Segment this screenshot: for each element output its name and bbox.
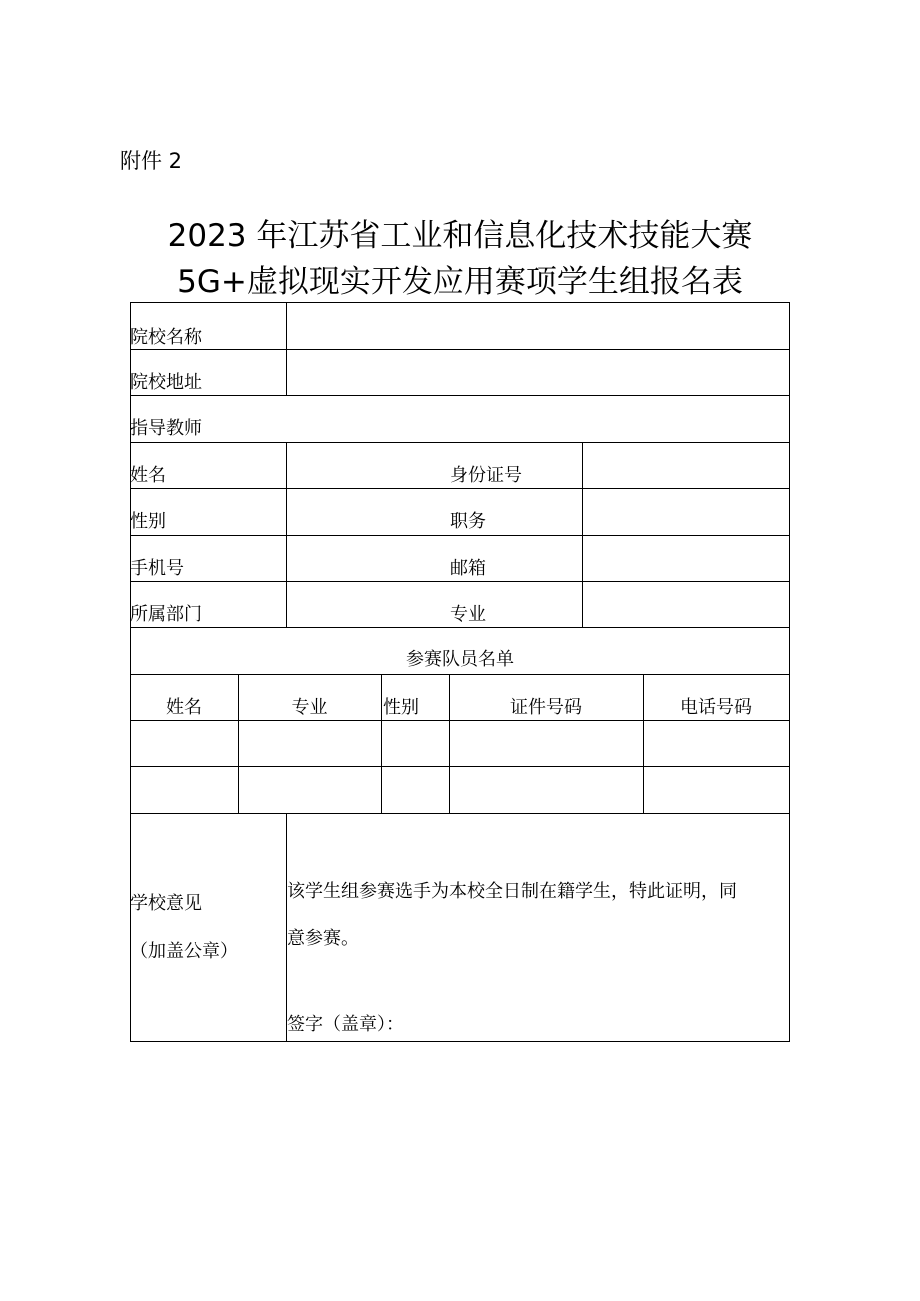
instructor-id-number-label: 身份证号 — [450, 465, 522, 486]
form-border-bottom — [130, 1041, 790, 1042]
instructor-name-label: 姓名 — [130, 465, 166, 486]
team-col-id-number: 证件号码 — [510, 697, 582, 718]
form-border-right — [789, 302, 790, 1042]
instructor-gender-label: 性别 — [130, 511, 166, 532]
row-line — [130, 674, 790, 675]
school-address-label: 院校地址 — [130, 372, 202, 393]
opinion-statement-line-2: 意参赛。 — [287, 928, 359, 949]
team-col-phone: 电话号码 — [680, 697, 752, 718]
instructor-department-label: 所属部门 — [130, 604, 202, 625]
row-line — [130, 488, 790, 489]
opinion-statement-line-1: 该学生组参赛选手为本校全日制在籍学生，特此证明，同 — [287, 881, 737, 902]
form-border-top — [130, 302, 790, 303]
instructor-position-label: 职务 — [450, 511, 486, 532]
col-line — [238, 674, 239, 814]
col-line — [286, 302, 287, 396]
row-line — [130, 442, 790, 443]
row-line — [130, 766, 790, 767]
instructor-section-label: 指导教师 — [130, 418, 202, 439]
team-col-major: 专业 — [291, 697, 328, 718]
form-border-left — [130, 302, 131, 1042]
row-line — [130, 627, 790, 628]
school-opinion-label: 学校意见 — [130, 893, 202, 914]
col-line — [286, 442, 287, 628]
row-line — [130, 720, 790, 721]
row-line — [130, 581, 790, 582]
col-line — [381, 674, 382, 814]
registration-form — [130, 302, 790, 1042]
instructor-email-label: 邮箱 — [450, 558, 486, 579]
team-col-name: 姓名 — [166, 697, 202, 718]
team-section-label: 参赛队员名单 — [406, 649, 514, 670]
page-title-line-2: 5G+虚拟现实开发应用赛项学生组报名表 — [177, 264, 743, 300]
school-name-label: 院校名称 — [130, 327, 202, 348]
col-line — [643, 674, 644, 814]
instructor-mobile-label: 手机号 — [130, 558, 184, 579]
stamp-note: （加盖公章） — [130, 941, 238, 962]
row-line — [130, 535, 790, 536]
row-line — [130, 349, 790, 350]
attachment-label: 附件 2 — [120, 149, 183, 173]
instructor-major-label: 专业 — [450, 604, 486, 625]
col-line — [582, 442, 583, 628]
team-col-gender: 性别 — [383, 697, 419, 718]
page-title-line-1: 2023 年江苏省工业和信息化技术技能大赛 — [167, 218, 753, 254]
signature-label: 签字（盖章）： — [287, 1014, 404, 1035]
col-line — [449, 674, 450, 814]
row-line — [130, 395, 790, 396]
row-line — [130, 813, 790, 814]
